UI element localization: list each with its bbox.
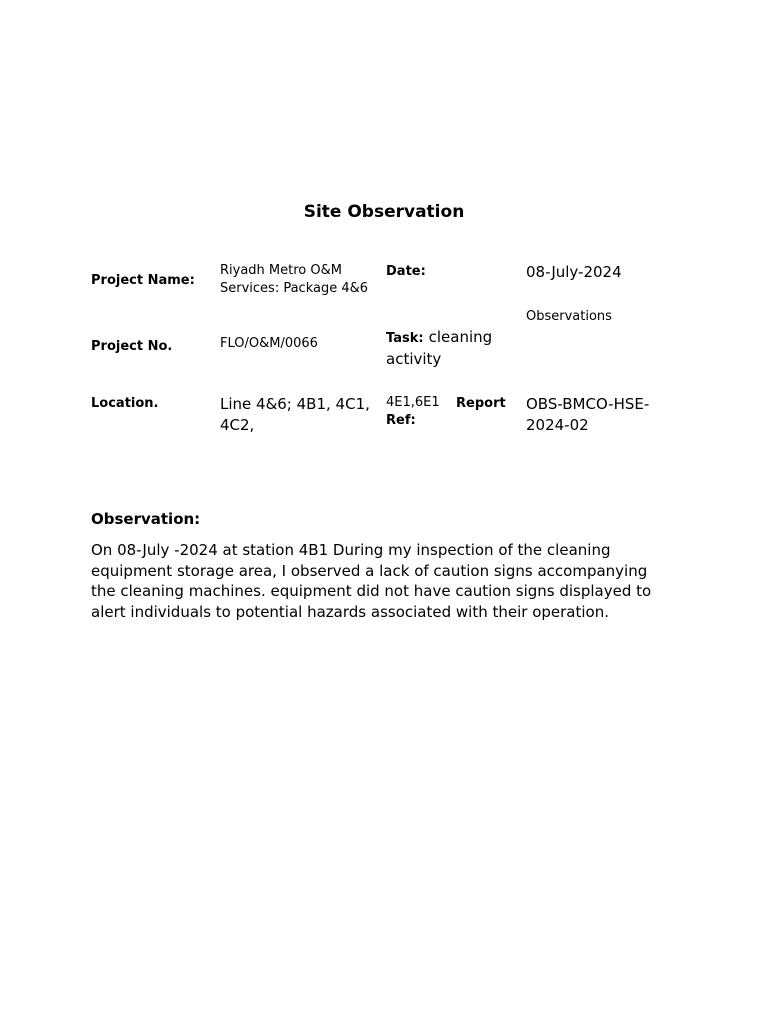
observation-heading: Observation:: [91, 510, 201, 528]
project-name-value: Riyadh Metro O&M Services: Package 4&6: [220, 263, 369, 296]
task-label: Task:: [386, 331, 424, 346]
observations-label: Observations: [526, 309, 612, 324]
location-value: Line 4&6; 4B1, 4C1, 4C2,: [220, 395, 370, 434]
report-ref-value: OBS-BMCO-HSE-2024-02: [526, 395, 650, 434]
location-label: Location.: [91, 396, 159, 411]
report-ref-label-line1: Report: [456, 396, 506, 411]
date-label: Date:: [386, 264, 426, 279]
report-ref-label-line2: Ref:: [386, 413, 416, 428]
task-field: [386, 326, 516, 370]
task-value: cleaning activity: [386, 328, 493, 368]
project-name-label: Project Name:: [91, 273, 195, 288]
document-title: Site Observation: [303, 202, 465, 222]
project-no-label: Project No.: [91, 339, 173, 354]
project-no-value: FLO/O&M/0066: [220, 336, 318, 351]
location-code: 4E1,6E1: [386, 395, 440, 410]
observation-text: On 08-July -2024 at station 4B1 During my inspection of the cleaning equipment storage area, I observed a lack of caution signs accompanying the cleaning machines. equipment did not have caution signs displayed to alert individuals to potential hazards associated with their operation.: [91, 541, 652, 622]
date-value: 08-July-2024: [526, 263, 622, 281]
